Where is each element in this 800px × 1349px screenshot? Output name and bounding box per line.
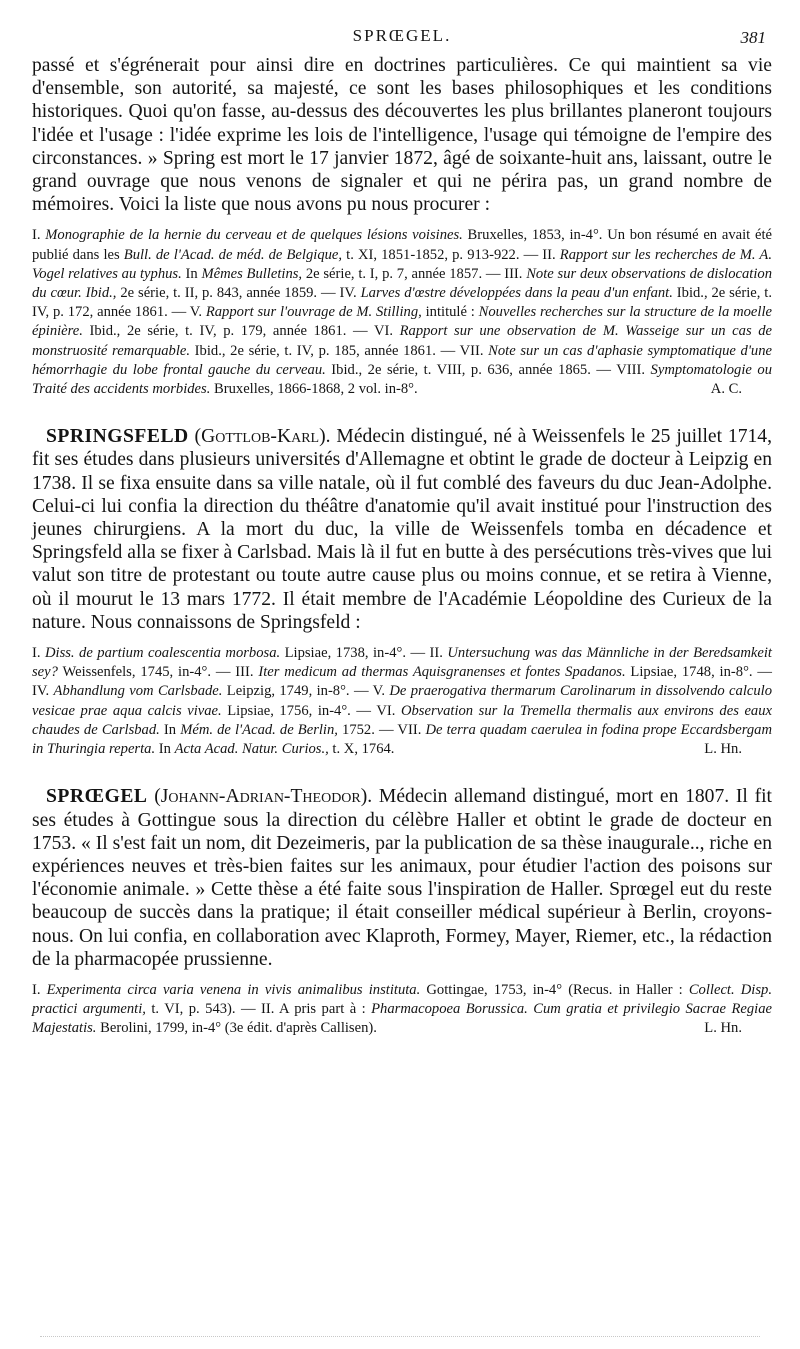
entry-springsfeld — [32, 425, 772, 759]
entry-body: Médecin distingué, né à Weissenfels le 25 juillet 1714, fit ses études dans plusieurs universités d'Allemagne et obtint le grade de docteur à Leipzig en 1738. Il se fixa ensuite dans sa ville natale, où il fut comblé des faveurs du duc Jean-Adolphe. Celui-ci lui confia la direction du théâtre d'anatomie qu'il avait institué pour l'instruction des jeunes chirurgiens. A la mort du duc, la ville de Weissenfels tomba en décadence et Springsfeld alla se fixer à Carlsbad. Mais là il fut en butte à des persécutions très-vives que lui valut son titre de protestant ou toute autre cause plus ou moins connue, et se retira à Vienne, où il mourut le 13 mars 1772. Il était membre de l'Académie Léopoldine des Curieux de la nature. Nous connaissons de Springsfeld : — [32, 426, 773, 633]
running-title: SPRŒGEL. — [352, 26, 452, 45]
author-initials: L. Hn. — [704, 741, 742, 758]
entry-forenames: (Johann-Adrian-Theodor). — [154, 786, 373, 808]
note-text: Ibid., 2e série, t. VIII, p. 636, année 1865. — VIII. — [325, 361, 651, 378]
note-text: Bruxelles, 1866-1868, 2 vol. in-8°. — [210, 381, 418, 398]
bleed-through-line — [40, 1336, 760, 1338]
note-title: Note sur deux observations de dislocation du cœur. Ibid., — [32, 265, 772, 302]
note-text: t. XI, 1851-1852, p. 913-922. — II. — [342, 246, 560, 263]
note-text: 2e série, t. I, p. 7, année 1857. — III. — [302, 265, 527, 282]
note-title: Rapport sur l'ouvrage de M. Stilling, — [205, 304, 422, 321]
note-text: 1752. — VII. — [337, 721, 426, 738]
note-text: Ibid., 2e série, t. IV, p. 185, année 1861. — VII. — [190, 342, 489, 359]
entry-headword: SPRŒGEL — [46, 786, 148, 808]
note-title: Mêmes Bulletins, — [201, 265, 303, 282]
entry-headword: SPRINGSFELD — [46, 426, 189, 448]
note-text: Lipsiae, 1748, in-8°. — IV. — [32, 664, 772, 700]
note-title: De terra quadam caerulea in fodina prope Eccardsbergam in Thuringia reperta. — [32, 721, 772, 758]
note-title: Untersuchung was das Männliche in der Beredsamkeit sey? — [32, 645, 772, 681]
note-title: Nouvelles recherches sur la structure de la moelle épinière. — [32, 304, 772, 340]
note-title: Rapport sur une observation de M. Wasseige sur un cas de monstruosité remarquable. — [32, 323, 773, 359]
note-text: Lipsiae, 1738, in-4°. — II. — [280, 645, 448, 662]
note-title: Mém. de l'Acad. de Berlin, — [180, 721, 338, 738]
note-text: Leipzig, 1749, in-8°. — V. — [222, 683, 390, 700]
note-title: Rapport sur les recherches de M. A. Vogel relatives au typhus. — [32, 246, 772, 282]
note-text: Lipsiae, 1756, in-4°. — VI. — [221, 702, 401, 719]
note-title: Bull. de l'Acad. de méd. de Belgique, — [123, 246, 343, 263]
notes-text — [32, 227, 772, 397]
note-title: Larves d'œstre développées dans la peau d'un enfant. — [360, 285, 673, 302]
entry-spring-continuation — [32, 54, 772, 399]
note-text: I. — [32, 981, 47, 998]
note-title: Pharmacopoea Borussica. Cum gratia et privilegio Sacrae Regiae Majestatis. — [32, 1001, 772, 1037]
note-text: Ibid., 2e série, t. IV, p. 172, année 1861. — V. — [32, 285, 772, 321]
note-text: Ibid., 2e série, t. IV, p. 179, année 1861. — VI. — [82, 323, 400, 340]
note-text: Gottingae, 1753, in-4° (Recus. in Haller : — [420, 981, 689, 998]
author-initials: A. C. — [710, 381, 742, 398]
page-number: 381 — [740, 28, 766, 47]
note-text: In — [159, 721, 181, 738]
note-text: In — [181, 265, 202, 282]
note-title: Note sur un cas d'aphasie symptomatique d'une hémorrhagie du lobe frontal gauche du cerveau. — [32, 342, 773, 378]
note-text: t. X, 1764. — [328, 741, 395, 758]
note-title: Diss. de partium coalescentia morbosa. — [44, 645, 281, 662]
note-title: Experimenta circa varia venena in vivis animalibus instituta. — [46, 981, 421, 998]
note-title: Acta Acad. Natur. Curios., — [174, 741, 329, 758]
note-title: De praerogativa thermarum Carolinarum in dissolvendo calculo vesicae prae aqua calcis vivae. — [32, 683, 773, 719]
note-text: In — [155, 741, 175, 758]
note-text: I. — [32, 227, 46, 244]
running-head — [32, 22, 772, 50]
note-title: Collect. Disp. practici argumenti, — [32, 981, 772, 1018]
notes-text — [32, 982, 772, 1036]
note-title: Observation sur la Tremella thermalis aux environs des eaux chaudes de Carlsbad. — [32, 702, 772, 738]
note-title: Iter medicum ad thermas Aquisgranenses et fontes Spadanos. — [258, 664, 626, 681]
note-text: Berolini, 1799, in-4° (3e édit. d'après Callisen). — [96, 1020, 377, 1037]
entry-forenames: (Gottlob-Karl). — [194, 426, 331, 448]
entry-body: Médecin allemand distingué, mort en 1807. Il fit ses études à Gottingue sous la direction du célèbre Haller et obtint le grade de docteur en 1753. « Il s'est fait un nom, dit Dezeimeris, par la publication de sa thèse inaugurale.., riche en expériences neuves et très-bien faites sur les animaux, pour étudier l'action des poisons sur l'économie animale. » Cette thèse a été faite sous l'inspiration de Haller. Sprœgel eut du reste beaucoup de succès dans la pratique; il était conseiller médical supérieur à Berlin, croyons-nous. On lui confia, en collaboration avec Klaproth, Formey, Mayer, Riemer, etc., la rédaction de la pharmacopée prussienne. — [32, 786, 772, 970]
note-text: I. — [32, 645, 45, 662]
note-text: 2e série, t. II, p. 843, année 1859. — IV. — [116, 285, 361, 302]
note-text: intitulé : — [421, 304, 479, 321]
note-title: Abhandlung vom Carlsbade. — [53, 683, 223, 700]
entry-sproegel — [32, 785, 772, 1038]
note-text: Weissenfels, 1745, in-4°. — III. — [57, 664, 259, 681]
author-initials: L. Hn. — [704, 1020, 742, 1037]
bibliography-notes — [32, 981, 772, 1039]
entry-paragraph: passé et s'égrénerait pour ainsi dire en doctrines particulières. Ce qui maintient sa vie d'ensemble, son autorité, sa majesté, ce sont les bases philosophiques et les conditions historiques. Quoi qu'on fasse, au-dessus des découvertes les plus brillantes planeront toujours l'idée et l'usage : l'idée exprime les lois de l'intelligence, l'usage qui témoigne de l'empire des circonstances. » Spring est mort le 17 janvier 1872, âgé de soixante-huit ans, laissant, outre le grand ouvrage que nous venons de signaler et qui ne périra pas, un grand nombre de mémoires. Voici la liste que nous avons pu nous procurer : — [32, 55, 772, 216]
note-title: Symptomatologie ou Traité des accidents morbides. — [32, 361, 772, 398]
note-text: Bruxelles, 1853, in-4°. Un bon résumé en avait été publié dans les — [32, 227, 772, 263]
entry-paragraph — [32, 425, 772, 634]
note-text: t. VI, p. 543). — II. A pris part à : — [145, 1001, 372, 1018]
notes-text — [32, 645, 772, 757]
bibliography-notes — [32, 226, 772, 399]
bibliography-notes — [32, 644, 772, 759]
entry-paragraph — [32, 785, 772, 971]
note-title: Monographie de la hernie du cerveau et de quelques lésions voisines. — [45, 227, 463, 244]
